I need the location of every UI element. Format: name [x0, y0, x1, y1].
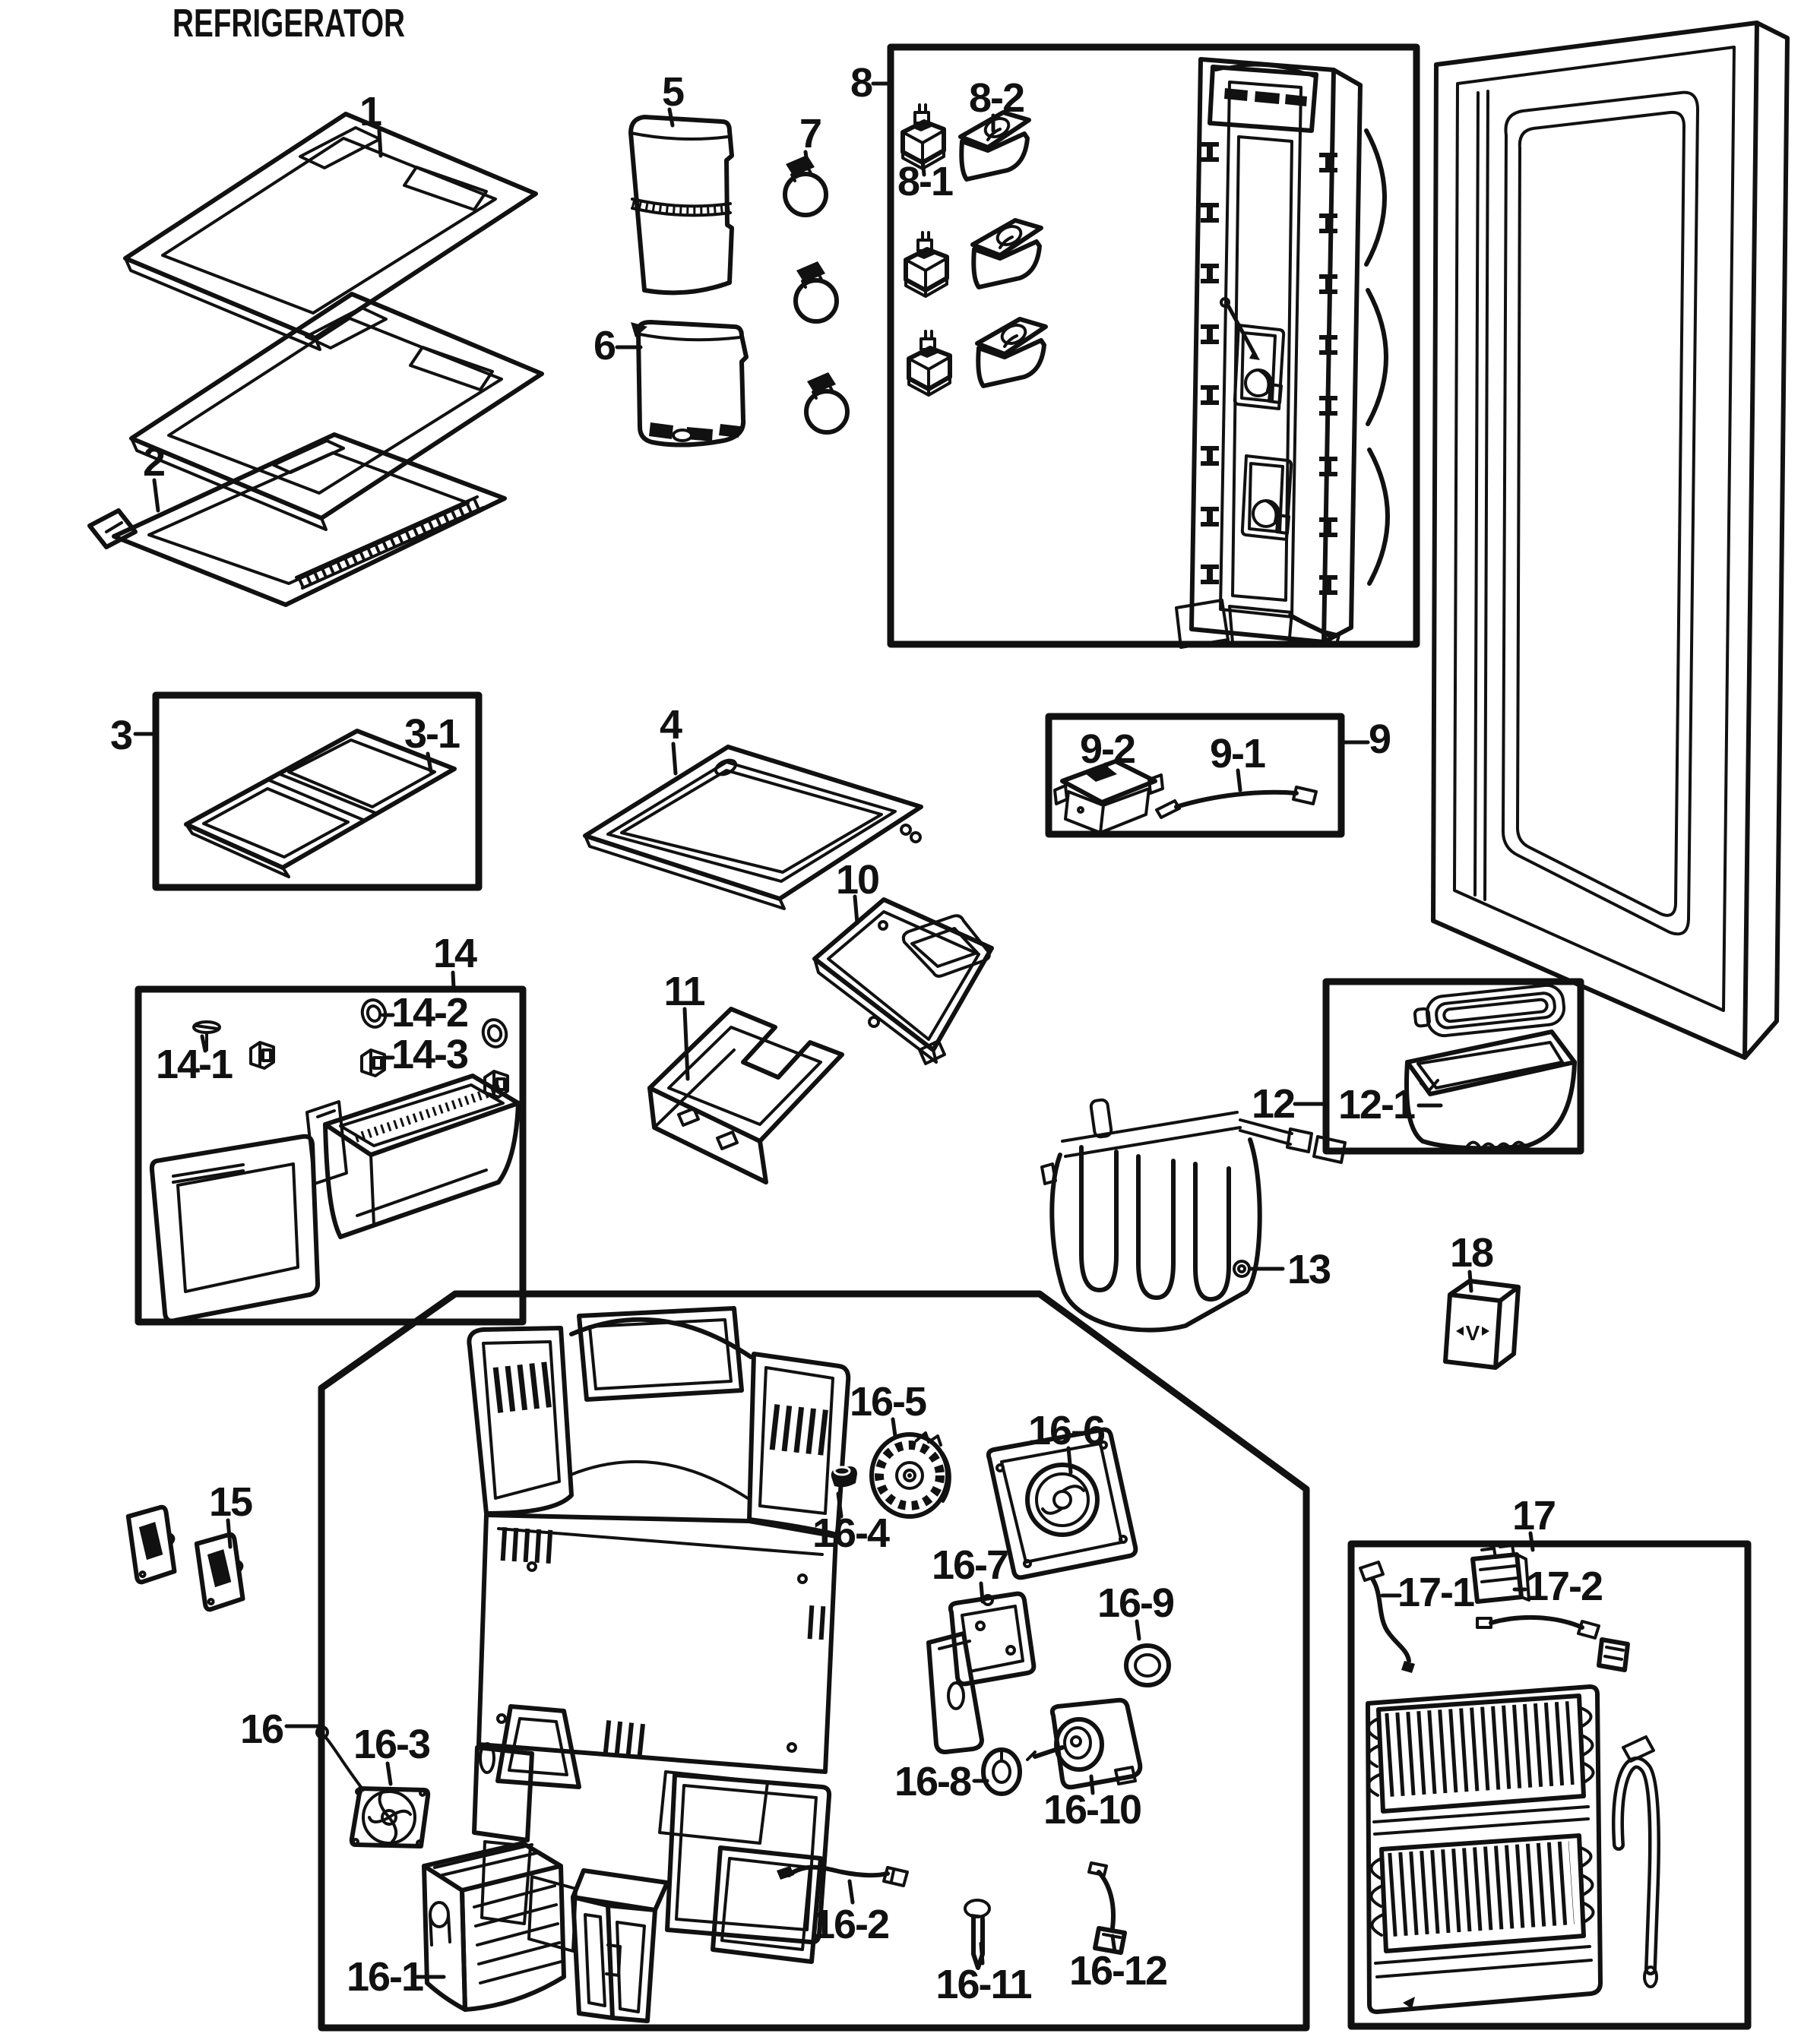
- part-16-1-icemaker-drawing: [424, 1843, 667, 2021]
- callout-2-label: 2: [142, 439, 165, 485]
- callout-9-1-label: 9-1: [1209, 731, 1265, 776]
- part-6-deco-cover-drawing: [631, 322, 746, 445]
- callout-17-2: [1515, 1564, 1602, 1609]
- callout-3: [110, 713, 156, 758]
- callout-3-1-label: 3-1: [404, 711, 460, 757]
- part-16-4-cap-drawing: [831, 1466, 857, 1487]
- callout-8-2-label: 8-2: [968, 75, 1024, 121]
- callout-9-1: [1210, 731, 1265, 790]
- part-13-water-tank-drawing: [1042, 1099, 1345, 1330]
- part-11-cover-tray-drawing: [650, 1009, 842, 1182]
- part-16-8-washer-drawing: [983, 1750, 1020, 1794]
- callout-6-label: 6: [593, 323, 616, 368]
- callout-3-label: 3: [109, 713, 132, 758]
- callout-18-label: 18: [1449, 1230, 1493, 1276]
- callout-1-label: 1: [359, 89, 381, 134]
- callout-14-2: [383, 990, 467, 1036]
- part-1-shelf-assembly-drawing: [125, 114, 542, 530]
- callout-5-label: 5: [661, 69, 684, 115]
- callout-10-label: 10: [835, 857, 879, 903]
- callout-16-4-label: 16-4: [812, 1510, 889, 1556]
- callout-16-9: [1097, 1580, 1174, 1639]
- callout-12-label: 12: [1251, 1081, 1295, 1127]
- callout-16-8: [894, 1759, 987, 1804]
- callout-17-1: [1382, 1570, 1474, 1615]
- callout-4: [660, 702, 682, 773]
- refrigerator-door-drawing: [1433, 23, 1787, 1058]
- callout-16-12: [1069, 1936, 1166, 1994]
- part-7-bulbs-drawing: [785, 155, 847, 432]
- callout-17-2-label: 17-2: [1525, 1564, 1603, 1609]
- callout-13-label: 13: [1287, 1247, 1331, 1292]
- callout-14-1-label: 14-1: [155, 1042, 233, 1087]
- callout-8: [850, 60, 891, 106]
- callout-15-label: 15: [208, 1479, 252, 1525]
- callout-16-3: [353, 1722, 430, 1784]
- callout-16-10-label: 16-10: [1043, 1787, 1141, 1833]
- callout-16-10: [1043, 1776, 1141, 1833]
- callout-12-1-label: 12-1: [1337, 1082, 1415, 1127]
- part-5-deco-cover-drawing: [631, 117, 732, 293]
- part-16-7-motor-bracket-drawing: [929, 1594, 1033, 1752]
- callout-7-label: 7: [799, 111, 821, 157]
- page-title: REFRIGERATOR: [173, 2, 405, 46]
- callout-16-11-label: 16-11: [935, 1962, 1031, 2007]
- callout-16-4: [812, 1494, 890, 1556]
- part-8-box: [891, 47, 1416, 644]
- callout-9-2-label: 9-2: [1079, 726, 1135, 772]
- callout-16-7-label: 16-7: [931, 1542, 1008, 1588]
- callout-17-label: 17: [1511, 1493, 1556, 1539]
- callout-9-2: [1080, 726, 1135, 775]
- callout-8-1-label: 8-1: [897, 159, 953, 204]
- callout-13: [1251, 1247, 1331, 1292]
- callout-14-label: 14: [432, 931, 476, 976]
- callout-16-3-label: 16-3: [353, 1722, 430, 1767]
- callout-16-2-label: 16-2: [812, 1902, 889, 1947]
- callout-16-9-label: 16-9: [1097, 1580, 1174, 1626]
- part-16-10-motor-drawing: [1027, 1700, 1140, 1788]
- callout-2: [143, 439, 164, 511]
- callout-14-1: [156, 1036, 233, 1087]
- part-16-5-fan-wheel-drawing: [872, 1433, 950, 1516]
- callout-11: [663, 969, 704, 1079]
- callout-14: [433, 931, 477, 988]
- callout-10: [836, 857, 878, 923]
- callout-16-6: [1028, 1408, 1105, 1472]
- callout-16-1: [347, 1954, 444, 2000]
- callout-11-label: 11: [663, 969, 704, 1014]
- callout-16-6-label: 16-6: [1027, 1408, 1105, 1453]
- part-16-9-grommet-drawing: [1126, 1646, 1169, 1685]
- callout-17-1-label: 17-1: [1397, 1570, 1474, 1615]
- callout-9: [1342, 716, 1391, 762]
- part-18-sensor-cover-drawing: [1445, 1281, 1518, 1368]
- part-17-box: [1351, 1544, 1748, 2026]
- callout-16-label: 16: [239, 1706, 283, 1752]
- part-16-2-wire-harness-drawing: [777, 1866, 907, 1886]
- callout-14-2-label: 14-2: [391, 990, 468, 1036]
- part-17-evaporator-box-drawing: [1351, 1544, 1748, 2026]
- callout-8-label: 8: [850, 60, 872, 106]
- callout-14-3-label: 14-3: [391, 1032, 468, 1077]
- callout-16-5-label: 16-5: [849, 1379, 926, 1425]
- part-8-lamp-rail-box-drawing: [891, 47, 1416, 647]
- callout-16-12-label: 16-12: [1068, 1948, 1167, 1994]
- part-18-v-mark: V: [1465, 1321, 1480, 1345]
- callout-16-5: [850, 1379, 926, 1436]
- part-10-tray-drawing: [815, 900, 992, 1064]
- part-16-12-sensor-harness-drawing: [1089, 1863, 1125, 1953]
- callout-8-2: [969, 75, 1024, 131]
- callout-12: [1252, 1081, 1324, 1127]
- callout-9-label: 9: [1368, 716, 1391, 762]
- callout-16: [240, 1706, 320, 1752]
- callout-4-label: 4: [659, 702, 682, 748]
- callout-8-1: [897, 159, 953, 204]
- callout-16-1-label: 16-1: [346, 1954, 423, 2000]
- part-16-11-screw-drawing: [965, 1900, 989, 1968]
- evaporator-cover-assembly: [469, 1308, 848, 1962]
- callout-16-8-label: 16-8: [894, 1759, 971, 1804]
- callout-16-7: [932, 1542, 1008, 1602]
- callout-14-3: [384, 1032, 468, 1077]
